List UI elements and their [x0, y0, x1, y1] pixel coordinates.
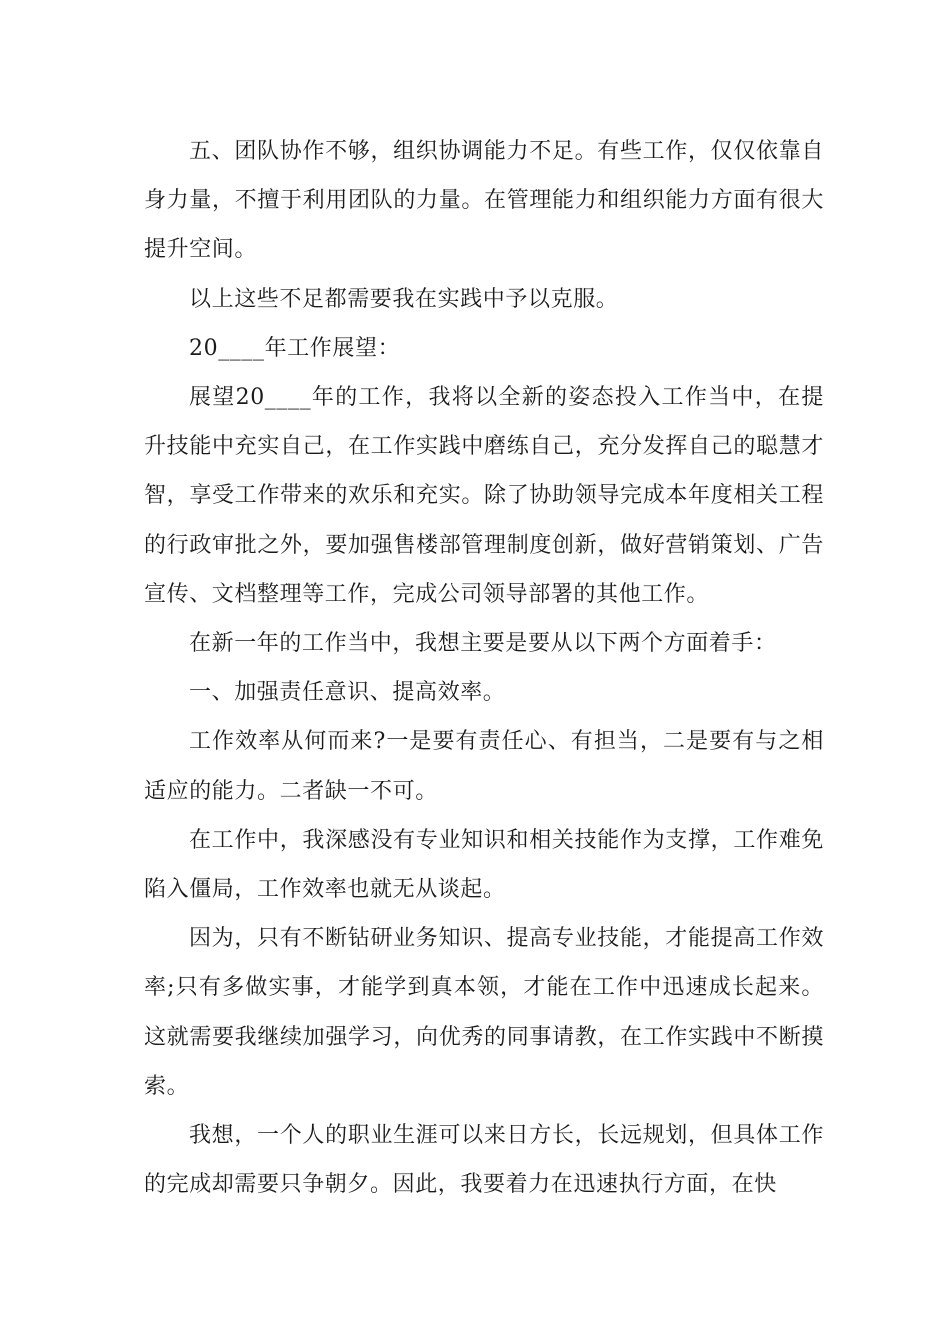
paragraph-overcome-shortcomings: 以上这些不足都需要我在实践中予以克服。	[189, 286, 619, 312]
paragraph-outlook: 展望20____年的工作，我将以全新的姿态投入工作当中，在提升技能中充实自己，在工作实践中磨练自己，充分发挥自己的聪慧才智，享受工作带来的欢乐和充实。除了协助领导完成本年度相关工程的行政审批之外，要加强售楼部管理制度创新，做好营销策划、广告宣传、文档整理等工作，完成公司领导部署的其他工作。	[144, 385, 824, 607]
paragraph-two-aspects: 在新一年的工作当中，我想主要是要从以下两个方面着手：	[189, 631, 777, 657]
section-heading-outlook: 20____年工作展望：	[189, 335, 401, 361]
paragraph-teamwork-weakness: 五、团队协作不够，组织协调能力不足。有些工作，仅仅依靠自身力量，不擅于利用团队的力量。在管理能力和组织能力方面有很大提升空间。	[144, 139, 824, 263]
paragraph-career-planning: 我想，一个人的职业生涯可以来日方长，长远规划，但具体工作的完成却需要只争朝夕。因此，我要着力在迅速执行方面，在快	[144, 1123, 824, 1198]
paragraph-continuous-learning: 因为，只有不断钻研业务知识、提高专业技能，才能提高工作效率;只有多做实事，才能学到真本领，才能在工作中迅速成长起来。这就需要我继续加强学习，向优秀的同事请教，在工作实践中不断摸索。	[144, 926, 824, 1099]
paragraph-professional-knowledge: 在工作中，我深感没有专业知识和相关技能作为支撑，工作难免陷入僵局，工作效率也就无从谈起。	[144, 827, 824, 903]
subheading-responsibility: 一、加强责任意识、提高效率。	[189, 680, 506, 706]
paragraph-efficiency-source: 工作效率从何而来?一是要有责任心、有担当，二是要有与之相适应的能力。二者缺一不可。	[144, 729, 824, 804]
document-body	[144, 127, 824, 1209]
